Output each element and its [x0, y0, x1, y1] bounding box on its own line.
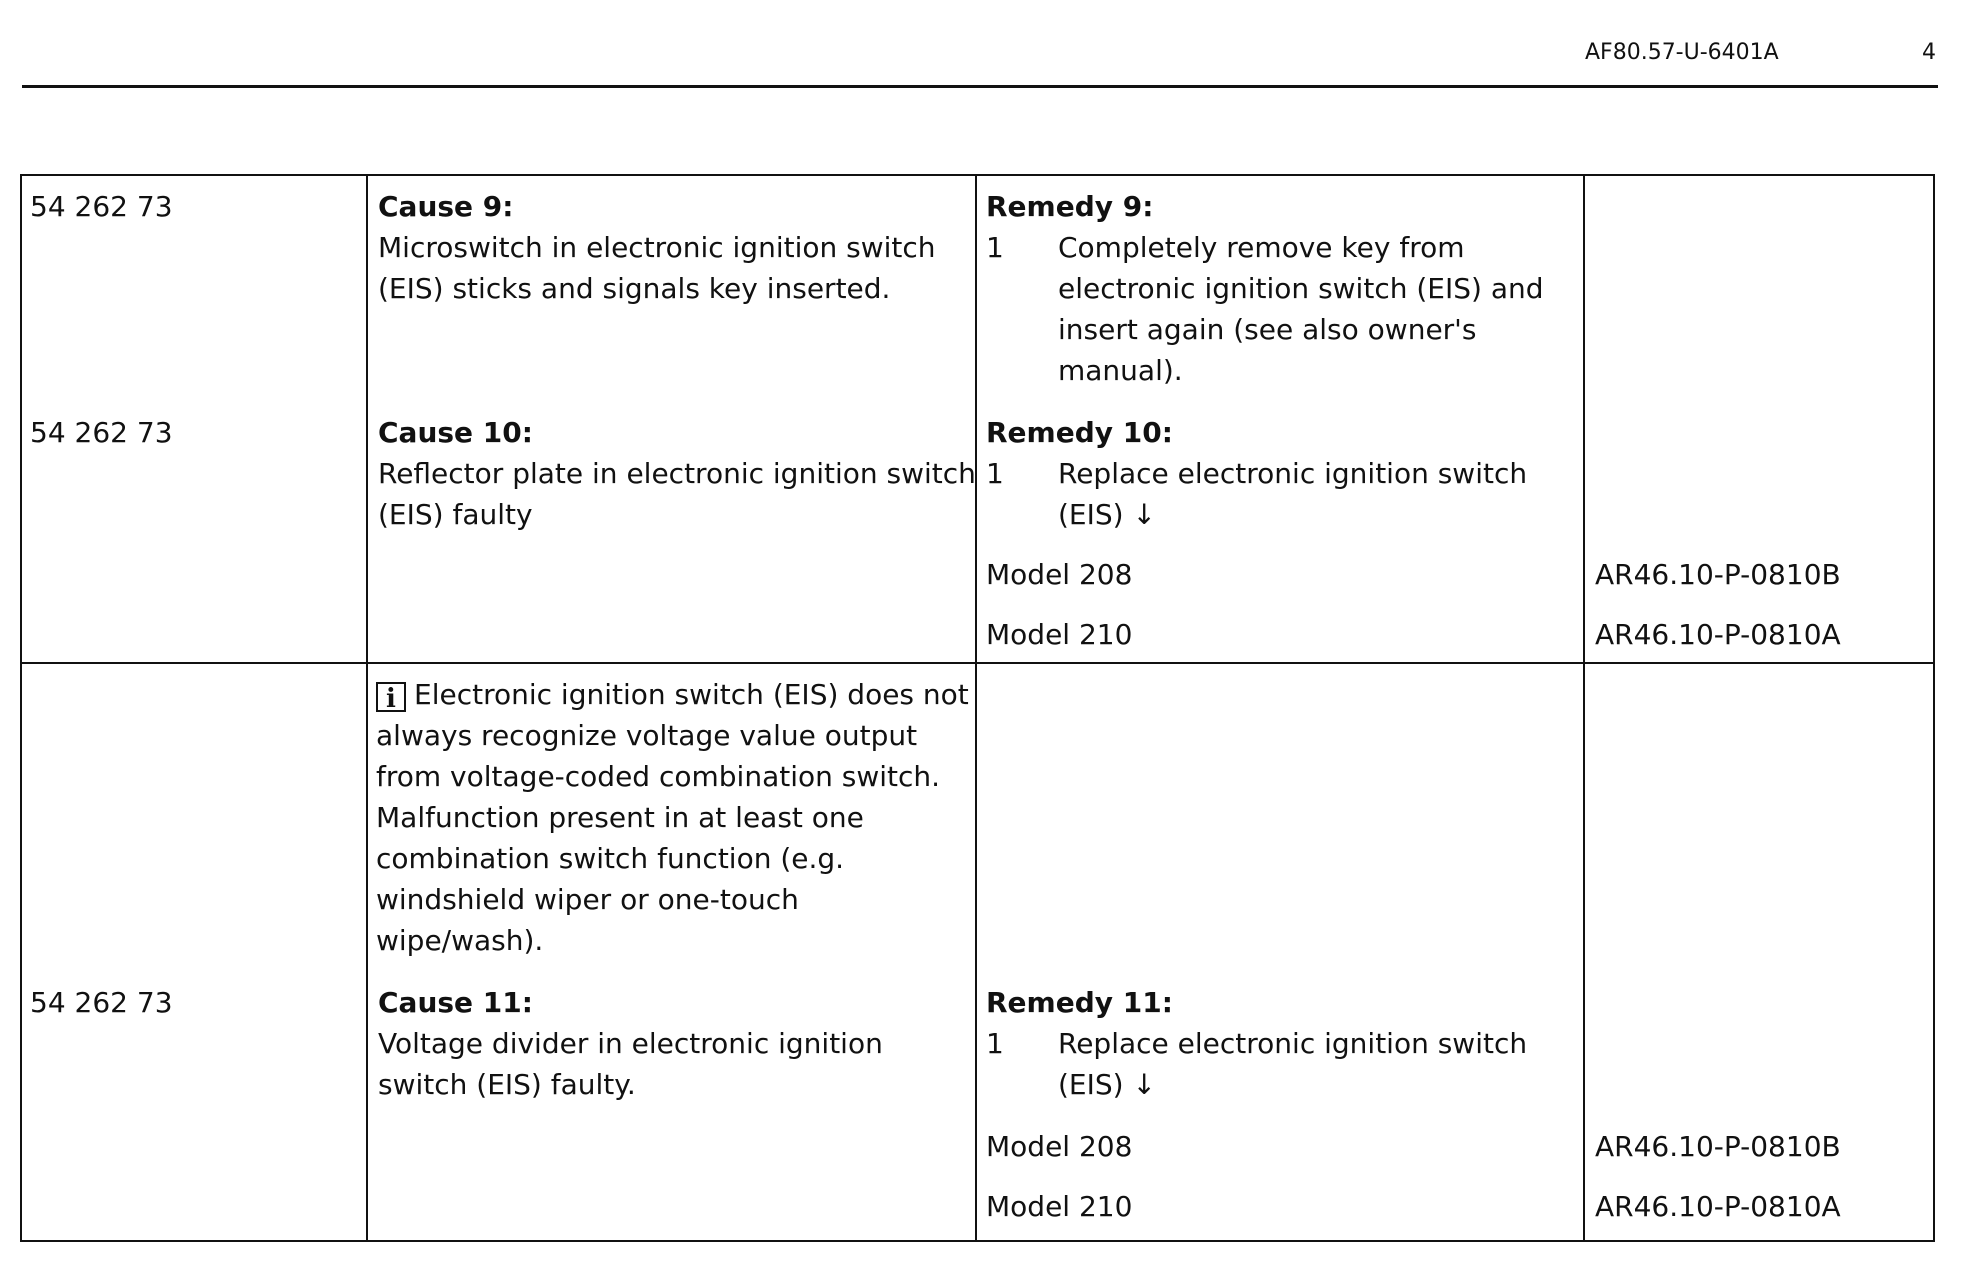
remedy-text: Replace electronic ignition switch [1058, 1027, 1528, 1060]
component-code: 54 262 73 [30, 190, 173, 223]
info-line: wipe/wash). [376, 924, 544, 957]
info-line: always recognize voltage value output [376, 719, 918, 752]
row-divider [20, 662, 1935, 664]
step-number: 1 [986, 231, 1004, 264]
cause-title: Cause 9: [378, 190, 514, 223]
column-divider [1583, 174, 1585, 1242]
info-line: from voltage-coded combination switch. [376, 760, 941, 793]
info-line: windshield wiper or one-touch [376, 883, 799, 916]
remedy-title: Remedy 9: [986, 190, 1154, 223]
cause-title: Cause 10: [378, 416, 533, 449]
info-line: i Electronic ignition switch (EIS) does not [376, 674, 969, 715]
remedy-text: Replace electronic ignition switch [1058, 457, 1528, 490]
component-code: 54 262 73 [30, 416, 173, 449]
remedy-text: manual). [1058, 354, 1183, 387]
page-number: 4 [1922, 40, 1936, 65]
document-code: AF80.57-U-6401A [1585, 40, 1779, 65]
model-label: Model 208 [986, 558, 1133, 591]
header-rule [22, 85, 1938, 88]
remedy-text: Completely remove key from [1058, 231, 1465, 264]
model-label: Model 210 [986, 1190, 1133, 1223]
table-border-bottom [20, 1240, 1935, 1242]
component-code: 54 262 73 [30, 986, 173, 1019]
remedy-text: (EIS) ↓ [1058, 498, 1156, 531]
cause-text: (EIS) sticks and signals key inserted. [378, 272, 891, 305]
reference-link[interactable]: AR46.10-P-0810A [1595, 1190, 1841, 1223]
info-icon: i [376, 682, 406, 712]
cause-title: Cause 11: [378, 986, 533, 1019]
model-label: Model 208 [986, 1130, 1133, 1163]
cause-text: switch (EIS) faulty. [378, 1068, 636, 1101]
column-divider [366, 174, 368, 1242]
reference-link[interactable]: AR46.10-P-0810B [1595, 558, 1841, 591]
info-line: combination switch function (e.g. [376, 842, 845, 875]
cause-text: Microswitch in electronic ignition switch [378, 231, 936, 264]
remedy-text: electronic ignition switch (EIS) and [1058, 272, 1544, 305]
remedy-text: (EIS) ↓ [1058, 1068, 1156, 1101]
cause-text: (EIS) faulty [378, 498, 533, 531]
cause-text: Voltage divider in electronic ignition [378, 1027, 883, 1060]
step-number: 1 [986, 1027, 1004, 1060]
table-border-left [20, 174, 22, 1242]
cause-text: Reflector plate in electronic ignition switch [378, 457, 976, 490]
diagnosis-table [20, 174, 1935, 1242]
step-number: 1 [986, 457, 1004, 490]
remedy-title: Remedy 11: [986, 986, 1173, 1019]
model-label: Model 210 [986, 618, 1133, 651]
remedy-title: Remedy 10: [986, 416, 1173, 449]
table-border-right [1933, 174, 1935, 1242]
remedy-text: insert again (see also owner's [1058, 313, 1477, 346]
info-line: Malfunction present in at least one [376, 801, 864, 834]
reference-link[interactable]: AR46.10-P-0810B [1595, 1130, 1841, 1163]
column-divider [975, 174, 977, 1242]
reference-link[interactable]: AR46.10-P-0810A [1595, 618, 1841, 651]
table-border-top [20, 174, 1935, 176]
